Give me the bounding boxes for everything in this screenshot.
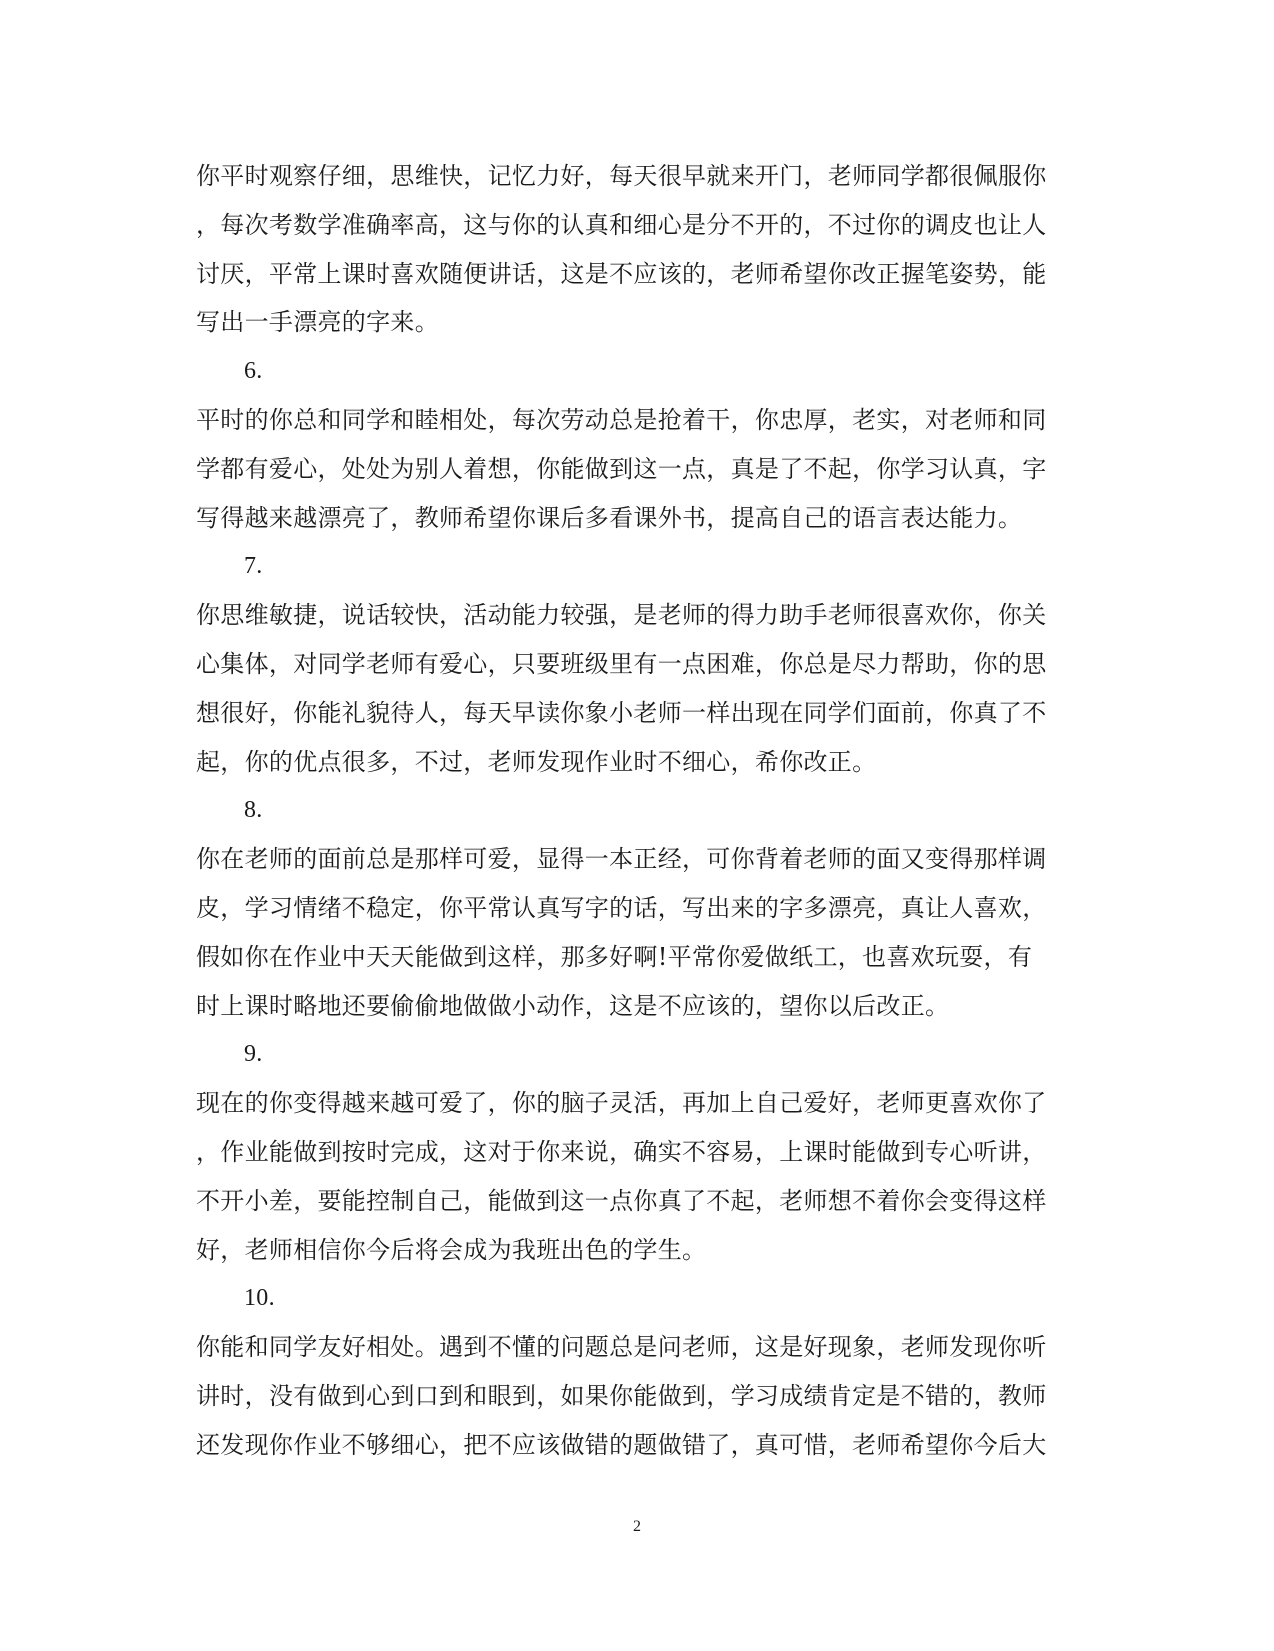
body-text-line: 你思维敏捷，说话较快，活动能力较强，是老师的得力助手老师很喜欢你，你关 bbox=[196, 601, 1047, 630]
body-text-line: 心集体，对同学老师有爱心，只要班级里有一点困难，你总是尽力帮助，你的思 bbox=[196, 649, 1047, 678]
body-text-line: ，每次考数学准确率高，这与你的认真和细心是分不开的，不过你的调皮也让人 bbox=[196, 210, 1047, 239]
body-text-line: 还发现你作业不够细心，把不应该做错的题做错了，真可惜，老师希望你今后大 bbox=[196, 1430, 1047, 1459]
body-text-line: 现在的你变得越来越可爱了，你的脑子灵活，再加上自己爱好，老师更喜欢你了 bbox=[196, 1089, 1047, 1118]
body-text-line: 写得越来越漂亮了，教师希望你课后多看课外书，提高自己的语言表达能力。 bbox=[196, 503, 1023, 532]
document-body bbox=[196, 152, 1076, 1470]
item-number: 6. bbox=[244, 358, 263, 385]
body-text-line: 讨厌，平常上课时喜欢随便讲话，这是不应该的，老师希望你改正握笔姿势，能 bbox=[196, 259, 1047, 288]
body-text-line: 好，老师相信你今后将会成为我班出色的学生。 bbox=[196, 1235, 707, 1264]
body-text-line: 皮，学习情绪不稳定，你平常认真写字的话，写出来的字多漂亮，真让人喜欢， bbox=[196, 893, 1047, 922]
body-text-line: 学都有爱心，处处为别人着想，你能做到这一点，真是了不起，你学习认真，字 bbox=[196, 454, 1047, 483]
body-text-line: 时上课时略地还要偷偷地做做小动作，这是不应该的，望你以后改正。 bbox=[196, 991, 950, 1020]
page-number: 2 bbox=[633, 1518, 641, 1535]
body-text-line: 起，你的优点很多，不过，老师发现作业时不细心，希你改正。 bbox=[196, 747, 877, 776]
body-text-line: ，作业能做到按时完成，这对于你来说，确实不容易，上课时能做到专心听讲， bbox=[196, 1137, 1047, 1166]
item-number: 8. bbox=[244, 797, 263, 824]
item-number: 9. bbox=[244, 1041, 263, 1068]
body-text-line: 想很好，你能礼貌待人，每天早读你象小老师一样出现在同学们面前，你真了不 bbox=[196, 698, 1047, 727]
body-text-line: 你能和同学友好相处。遇到不懂的问题总是问老师，这是好现象，老师发现你听 bbox=[196, 1333, 1047, 1362]
body-text-line: 平时的你总和同学和睦相处，每次劳动总是抢着干，你忠厚，老实，对老师和同 bbox=[196, 405, 1047, 434]
body-text-line: 假如你在作业中天天能做到这样，那多好啊!平常你爱做纸工，也喜欢玩耍，有 bbox=[196, 942, 1033, 971]
body-text-line: 你平时观察仔细，思维快，记忆力好，每天很早就来开门，老师同学都很佩服你 bbox=[196, 162, 1047, 190]
body-text-line: 讲时，没有做到心到口到和眼到，如果你能做到，学习成绩肯定是不错的，教师 bbox=[196, 1381, 1047, 1410]
item-number: 10. bbox=[244, 1285, 275, 1312]
item-number: 7. bbox=[244, 553, 263, 580]
body-text-line: 不开小差，要能控制自己，能做到这一点你真了不起，老师想不着你会变得这样 bbox=[196, 1186, 1047, 1215]
body-text-line: 写出一手漂亮的字来。 bbox=[196, 308, 439, 337]
body-text-line: 你在老师的面前总是那样可爱，显得一本正经，可你背着老师的面又变得那样调 bbox=[196, 845, 1047, 874]
